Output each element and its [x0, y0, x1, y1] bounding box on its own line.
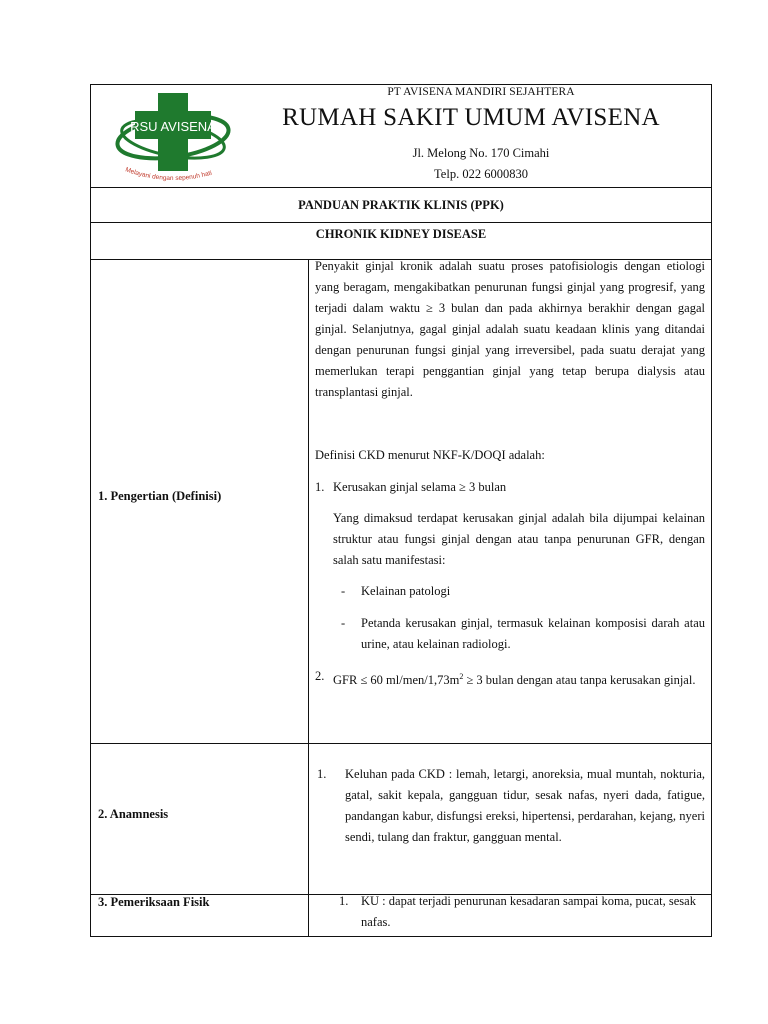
row-label-anamnesis: 2. Anamnesis — [98, 807, 169, 821]
list-number: 1. — [317, 767, 327, 781]
company-name: PT AVISENA MANDIRI SEJAHTERA — [387, 86, 575, 98]
list-text: GFR ≤ 60 $ml/men/1,73m^2 \ge 3$ bulan dengan atau tanpa kerusakan ginjal. — [333, 672, 696, 688]
dash-marker: - — [341, 616, 346, 630]
list-item — [315, 477, 705, 498]
ppk-document — [90, 84, 712, 937]
sub-list-item — [333, 613, 705, 655]
list-item — [315, 666, 705, 691]
divider — [91, 743, 711, 744]
anamnesis-content — [317, 764, 705, 848]
list-item — [339, 891, 699, 933]
list-number: 2. — [315, 669, 325, 683]
sub-list-text: Kelainan patologi — [361, 584, 451, 598]
hospital-phone: Telp. 022 6000830 — [434, 167, 528, 181]
list-number: 1. — [339, 894, 349, 908]
hospital-name: RUMAH SAKIT UMUM AVISENA — [282, 104, 660, 131]
list-text: KU : dapat terjadi penurunan kesadaran sampai koma, pucat, sesak nafas. — [361, 894, 696, 929]
list-text: Kerusakan ginjal selama ≥ 3 bulan — [333, 480, 507, 494]
list-item — [317, 764, 705, 848]
definition-heading: Definisi CKD menurut NKF-K/DOQI adalah: — [315, 448, 545, 462]
pengertian-content — [315, 256, 705, 691]
document-title: PANDUAN PRAKTIK KLINIS (PPK) — [298, 198, 504, 212]
pengertian-intro: Penyakit ginjal kronik adalah suatu proses patofisiologis dengan etiologi yang beragam, mengakibatkan penurunan fungsi ginjal yang progresif, yang terjadi dalam waktu ≥ 3 bulan dan pada akhirnya berakhir dengan gagal ginjal. Selanjutnya, gagal ginjal adalah suatu keadaan klinis yang ditandai dengan penurunan fungsi ginjal yang irreversibel, pada suatu derajat yang memerlukan terapi penggantian ginjal yang tetap berupa dialysis atau transplantasi ginjal. — [315, 259, 705, 399]
hospital-logo — [113, 89, 237, 185]
column-divider — [308, 259, 309, 936]
list-text: Keluhan pada CKD : lemah, letargi, anoreksia, mual muntah, nokturia, gatal, sakit kepala, gangguan tidur, sesak nafas, nyeri dada, fatigue, pandangan kabur, disfungsi ereksi, hipertensi, perdarahan, kejang, nyeri sendi, tulang dan fraktur, gangguan mental. — [345, 767, 705, 844]
divider — [91, 222, 711, 223]
logo-tagline: Melayani dengan sepenuh hati — [124, 166, 213, 183]
sub-list-text: Petanda kerusakan ginjal, termasuk kelainan komposisi darah atau urine, atau kelainan radiologi. — [361, 616, 705, 651]
topic-title: CHRONIK KIDNEY DISEASE — [315, 227, 487, 241]
dash-marker: - — [341, 584, 346, 598]
row-label-pengertian: 1. Pengertian (Definisi) — [98, 489, 222, 503]
item1-description: Yang dimaksud terdapat kerusakan ginjal adalah bila dijumpai kelainan struktur atau fungsi ginjal dengan atau tanpa penurunan GFR, dengan salah satu manifestasi: — [333, 511, 705, 567]
hospital-address: Jl. Melong No. 170 Cimahi — [412, 146, 550, 160]
sub-list-item — [333, 581, 705, 602]
row-label-pemeriksaan-fisik: 3. Pemeriksaan Fisik — [98, 895, 210, 909]
list-number: 1. — [315, 480, 325, 494]
logo-text: RSU AVISENA — [130, 119, 216, 134]
divider — [91, 187, 711, 188]
pemeriksaan-content — [339, 891, 699, 933]
